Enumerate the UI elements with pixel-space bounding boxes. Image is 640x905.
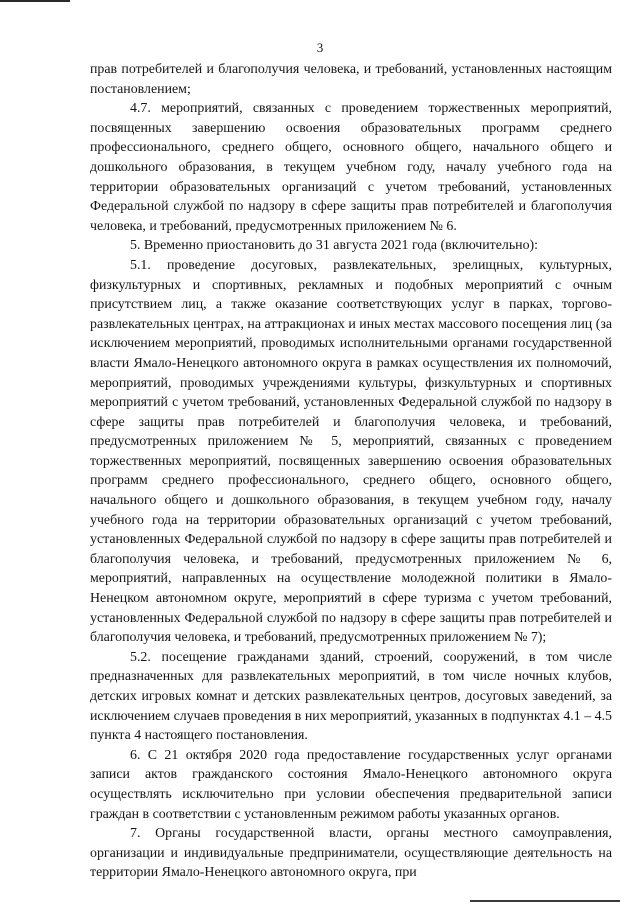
paragraph-5-1: 5.1. проведение досуговых, развлекательных, зрелищных, культурных, физкультурных и спортивных, рекламных и подобных мероприятий с очным присутствием лиц, а также оказание соответствующих услуг в парках, торгово-развлекательных центрах, на аттракционах и иных местах массового посещения лиц (за исключением мероприятий, проводимых исполнительными органами государственной власти Ямало-Ненецкого автономного округа в рамках осуществления их полномочий, мероприятий, проводимых учреждениями культуры, физкультурных и спортивных мероприятий с учетом требований, установленных Федеральной службой по надзору в сфере защиты прав потребителей и благополучия человека, и требований, предусмотренных приложением № 5, мероприятий, связанных с проведением торжественных мероприятий, посвященных завершению освоения образовательных программ среднего профессионального, среднего общего, основного общего, начального общего и дошкольного образования, в текущем учебном году, началу учебного года на территории образовательных организаций с учетом требований, установленных Федеральной службой по надзору в сфере защиты прав потребителей и благополучия человека, и требований, предусмотренных приложением № 6, мероприятий, направленных на осуществление молодежной политики в Ямало-Ненецком автономном округе, мероприятий в сфере туризма с учетом требований, установленных Федеральной службой по надзору в сфере защиты прав потребителей и благополучия человека, и требований, предусмотренных приложением № 7); [90,257,612,646]
paragraph-6: 6. С 21 октября 2020 года предоставление государственных услуг органами записи актов гражданского состояния Ямало-Ненецкого автономного округа осуществлять исключительно при условии обеспечения предварительной записи граждан в соответствии с установленным режимом работы указанных органов. [90,747,612,822]
paragraph-continuation: прав потребителей и благополучия человека, и требований, установленных настоящим постановлением; [90,62,612,97]
paragraph-5: 5. Временно приостановить до 31 августа 2021 года (включительно): [130,238,539,254]
document-body [90,60,612,883]
paragraph-4-7: 4.7. мероприятий, связанных с проведением торжественных мероприятий, посвященных завершению освоения образовательных программ среднего профессионального, среднего общего, основного общего, начального общего и дошкольного образования, в текущем учебном году, началу учебного года на территории образовательных организаций с учетом требований, установленных Федеральной службой по надзору в сфере защиты прав потребителей и благополучия человека, и требований, предусмотренных приложением № 6. [90,101,612,234]
scan-edge-mark-bottom [470,900,620,902]
paragraph-5-2: 5.2. посещение гражданами зданий, строений, сооружений, в том числе предназначенных для развлекательных мероприятий, в том числе ночных клубов, детских игровых комнат и детских развлекательных центров, досуговых заведений, за исключением случаев проведения в них мероприятий, указанных в подпунктах 4.1 – 4.5 пункта 4 настоящего постановления. [90,649,612,744]
page-number: 3 [316,40,324,55]
scan-edge-mark [0,0,70,2]
paragraph-7: 7. Органы государственной власти, органы местного самоуправления, организации и индивидуальные предприниматели, осуществляющие деятельность на территории Ямало-Ненецкого автономного округа, при [90,826,612,881]
